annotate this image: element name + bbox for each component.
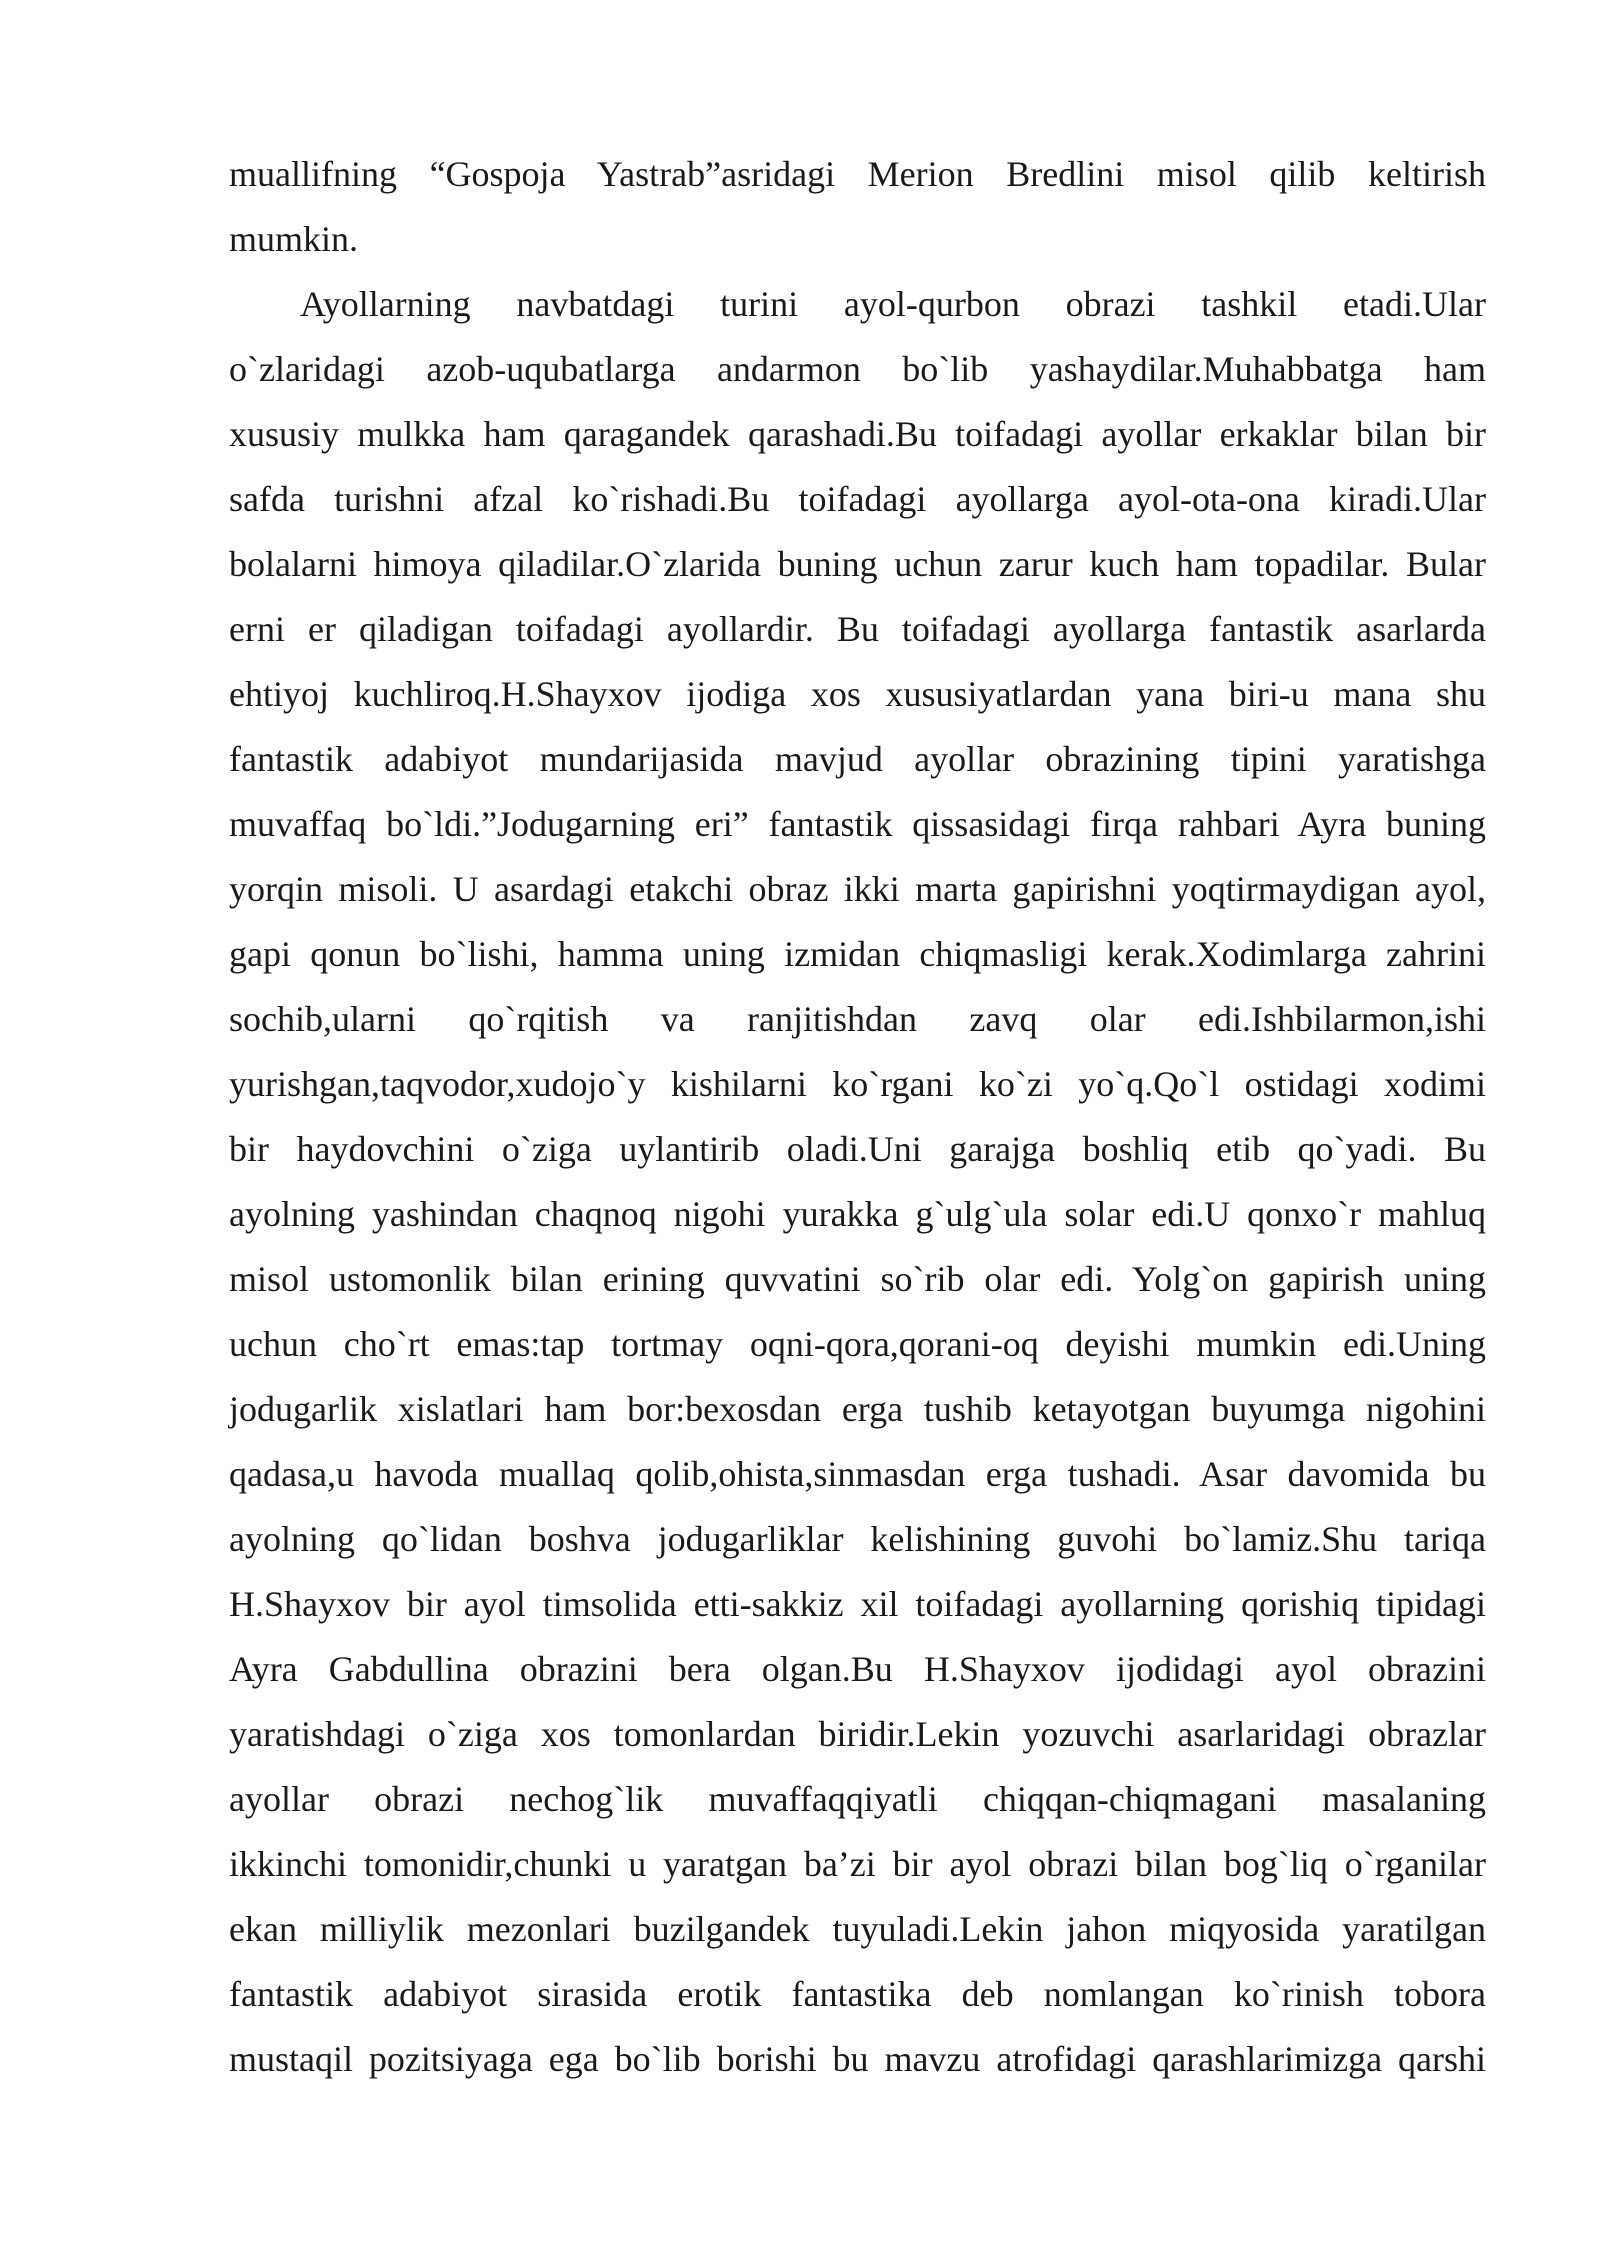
paragraph-first-line: Ayollarning navbatdagi turini ayol-qurbon obrazi tashkil etadi.Ular bbox=[300, 284, 1486, 324]
text-line: ekan milliylik mezonlari buzilgandek tuyuladi.Lekin jahon miqyosida yaratilgan bbox=[229, 1909, 1486, 1949]
text-line: yaratishdagi o`ziga xos tomonlardan biridir.Lekin yozuvchi asarlaridagi obrazlar bbox=[229, 1714, 1486, 1754]
text-line: fantastik adabiyot mundarijasida mavjud ayollar obrazining tipini yaratishga bbox=[229, 739, 1486, 779]
text-line: muallifning “Gospoja Yastrab”asridagi Merion Bredlini misol qilib keltirish bbox=[229, 154, 1486, 194]
text-line: xususiy mulkka ham qaragandek qarashadi.Bu toifadagi ayollar erkaklar bilan bir bbox=[229, 414, 1486, 454]
text-line: gapi qonun bo`lishi, hamma uning izmidan chiqmasligi kerak.Xodimlarga zahrini bbox=[229, 934, 1486, 974]
text-line: jodugarlik xislatlari ham bor:bexosdan erga tushib ketayotgan buyumga nigohini bbox=[229, 1389, 1486, 1429]
text-line: yorqin misoli. U asardagi etakchi obraz ikki marta gapirishni yoqtirmaydigan ayol, bbox=[229, 869, 1486, 909]
text-line: ayolning qo`lidan boshva jodugarliklar kelishining guvohi bo`lamiz.Shu tariqa bbox=[229, 1519, 1486, 1559]
text-line: mumkin. bbox=[229, 219, 359, 259]
text-line: o`zlaridagi azob-uqubatlarga andarmon bo`lib yashaydilar.Muhabbatga ham bbox=[229, 349, 1486, 389]
text-line: bir haydovchini o`ziga uylantirib oladi.Uni garajga boshliq etib qo`yadi. Bu bbox=[229, 1129, 1486, 1169]
text-line: safda turishni afzal ko`rishadi.Bu toifadagi ayollarga ayol-ota-ona kiradi.Ular bbox=[229, 479, 1486, 519]
text-line: muvaffaq bo`ldi.”Jodugarning eri” fantastik qissasidagi firqa rahbari Ayra buning bbox=[229, 804, 1486, 844]
text-line: ikkinchi tomonidir,chunki u yaratgan ba’zi bir ayol obrazi bilan bog`liq o`rganilar bbox=[229, 1844, 1486, 1884]
text-line: ayolning yashindan chaqnoq nigohi yurakka g`ulg`ula solar edi.U qonxo`r mahluq bbox=[229, 1194, 1486, 1234]
text-line: ayollar obrazi nechog`lik muvaffaqqiyatli chiqqan-chiqmagani masalaning bbox=[229, 1779, 1486, 1819]
text-line: erni er qiladigan toifadagi ayollardir. Bu toifadagi ayollarga fantastik asarlarda bbox=[229, 609, 1486, 649]
text-line: H.Shayxov bir ayol timsolida etti-sakkiz xil toifadagi ayollarning qorishiq tipidagi bbox=[229, 1584, 1486, 1624]
text-line: Ayra Gabdullina obrazini bera olgan.Bu H.Shayxov ijodidagi ayol obrazini bbox=[229, 1649, 1486, 1689]
body-text bbox=[229, 142, 1486, 2092]
text-line: uchun cho`rt emas:tap tortmay oqni-qora,qorani-oq deyishi mumkin edi.Uning bbox=[229, 1324, 1486, 1364]
text-line: ehtiyoj kuchliroq.H.Shayxov ijodiga xos xususiyatlardan yana biri-u mana shu bbox=[229, 674, 1486, 714]
text-line: bolalarni himoya qiladilar.O`zlarida buning uchun zarur kuch ham topadilar. Bular bbox=[229, 544, 1486, 584]
text-line: mustaqil pozitsiyaga ega bo`lib borishi bu mavzu atrofidagi qarashlarimizga qarshi bbox=[229, 2039, 1486, 2079]
text-line: sochib,ularni qo`rqitish va ranjitishdan zavq olar edi.Ishbilarmon,ishi bbox=[229, 999, 1486, 1039]
text-line: yurishgan,taqvodor,xudojo`y kishilarni ko`rgani ko`zi yo`q.Qo`l ostidagi xodimi bbox=[229, 1064, 1486, 1104]
text-line: fantastik adabiyot sirasida erotik fantastika deb nomlangan ko`rinish tobora bbox=[229, 1974, 1486, 2014]
text-line: misol ustomonlik bilan erining quvvatini so`rib olar edi. Yolg`on gapirish uning bbox=[229, 1259, 1486, 1299]
text-line: qadasa,u havoda muallaq qolib,ohista,sinmasdan erga tushadi. Asar davomida bu bbox=[229, 1454, 1486, 1494]
